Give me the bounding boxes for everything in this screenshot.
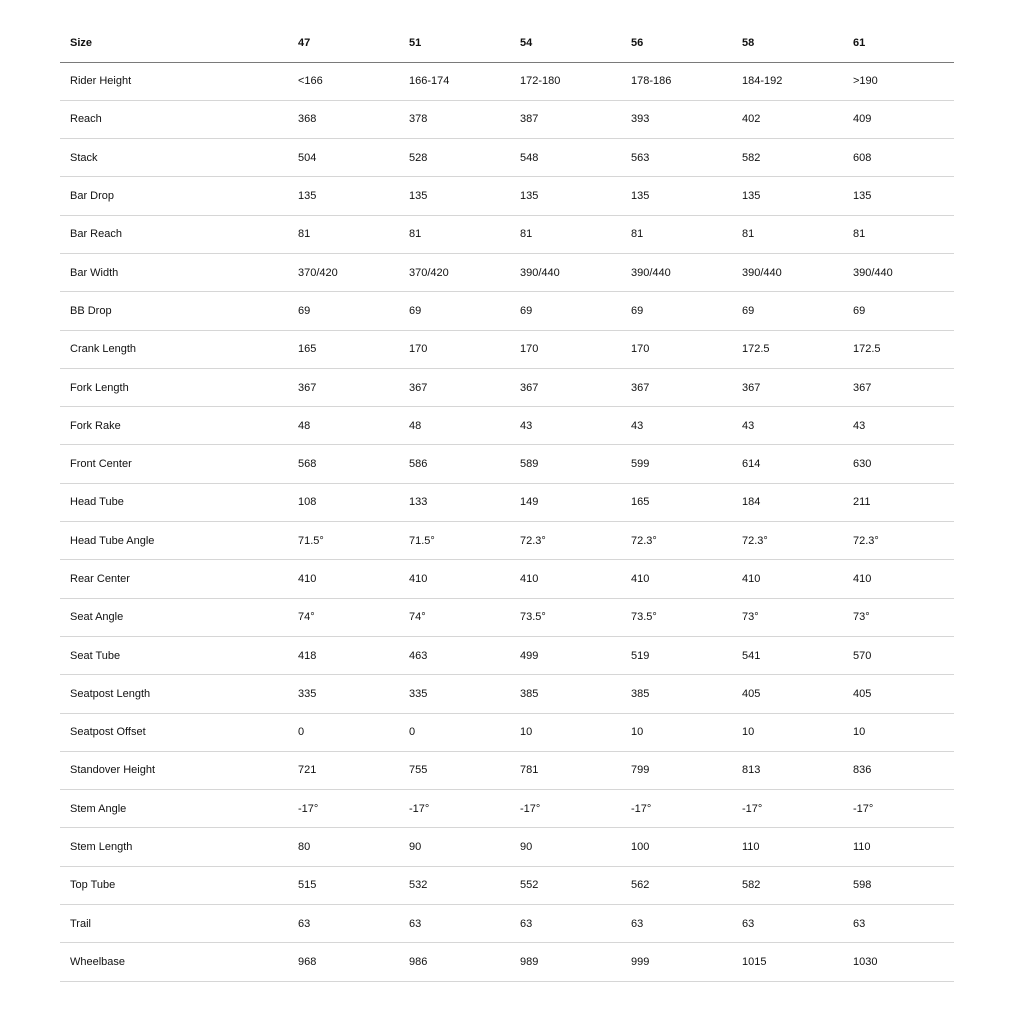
table-cell: -17° — [732, 790, 843, 828]
table-row — [60, 139, 954, 177]
table-cell: 599 — [621, 445, 732, 483]
table-cell: 582 — [732, 866, 843, 904]
table-cell: 108 — [288, 483, 399, 521]
table-cell: <166 — [288, 62, 399, 100]
table-cell: 598 — [843, 866, 954, 904]
row-label: Seat Angle — [60, 598, 288, 636]
table-cell: 390/440 — [621, 253, 732, 291]
table-row — [60, 675, 954, 713]
table-cell: 335 — [288, 675, 399, 713]
table-cell: 968 — [288, 943, 399, 981]
row-label: Seat Tube — [60, 636, 288, 674]
row-label: Fork Length — [60, 368, 288, 406]
table-cell: 10 — [621, 713, 732, 751]
table-row — [60, 368, 954, 406]
table-cell: 813 — [732, 751, 843, 789]
table-cell: 63 — [843, 905, 954, 943]
table-cell: 149 — [510, 483, 621, 521]
table-row — [60, 407, 954, 445]
table-cell: 552 — [510, 866, 621, 904]
table-row — [60, 215, 954, 253]
table-row — [60, 483, 954, 521]
table-row — [60, 866, 954, 904]
table-row — [60, 943, 954, 981]
row-label: Seatpost Length — [60, 675, 288, 713]
header-size-61: 61 — [843, 25, 954, 62]
table-cell: 73.5° — [510, 598, 621, 636]
table-cell: 135 — [510, 177, 621, 215]
table-cell: 48 — [399, 407, 510, 445]
table-cell: 72.3° — [732, 522, 843, 560]
header-size-54: 54 — [510, 25, 621, 62]
table-cell: 172-180 — [510, 62, 621, 100]
table-cell: 1030 — [843, 943, 954, 981]
table-row — [60, 100, 954, 138]
table-cell: 43 — [843, 407, 954, 445]
table-cell: 387 — [510, 100, 621, 138]
table-cell: 63 — [510, 905, 621, 943]
table-cell: 170 — [399, 330, 510, 368]
table-cell: -17° — [399, 790, 510, 828]
table-cell: 367 — [288, 368, 399, 406]
table-cell: 1015 — [732, 943, 843, 981]
table-cell: 0 — [399, 713, 510, 751]
table-cell: 335 — [399, 675, 510, 713]
row-label: Top Tube — [60, 866, 288, 904]
table-row — [60, 751, 954, 789]
table-cell: 519 — [621, 636, 732, 674]
header-size-51: 51 — [399, 25, 510, 62]
table-cell: 71.5° — [399, 522, 510, 560]
header-size-58: 58 — [732, 25, 843, 62]
table-cell: 10 — [732, 713, 843, 751]
table-cell: 43 — [732, 407, 843, 445]
table-cell: -17° — [621, 790, 732, 828]
table-cell: 80 — [288, 828, 399, 866]
table-cell: 74° — [288, 598, 399, 636]
table-cell: 69 — [510, 292, 621, 330]
table-cell: 135 — [843, 177, 954, 215]
row-label: Crank Length — [60, 330, 288, 368]
table-cell: 532 — [399, 866, 510, 904]
table-header — [60, 25, 954, 62]
table-cell: 69 — [843, 292, 954, 330]
table-cell: 999 — [621, 943, 732, 981]
table-row — [60, 445, 954, 483]
header-size-47: 47 — [288, 25, 399, 62]
table-cell: 367 — [621, 368, 732, 406]
row-label: Stem Angle — [60, 790, 288, 828]
table-cell: 589 — [510, 445, 621, 483]
table-row — [60, 713, 954, 751]
table-cell: -17° — [288, 790, 399, 828]
table-cell: 69 — [399, 292, 510, 330]
table-cell: 165 — [621, 483, 732, 521]
table-cell: 72.3° — [843, 522, 954, 560]
table-cell: 410 — [399, 560, 510, 598]
table-cell: 390/440 — [732, 253, 843, 291]
table-cell: 211 — [843, 483, 954, 521]
table-cell: 367 — [732, 368, 843, 406]
table-cell: 568 — [288, 445, 399, 483]
table-row — [60, 253, 954, 291]
row-label: Rider Height — [60, 62, 288, 100]
table-cell: 135 — [621, 177, 732, 215]
table-cell: >190 — [843, 62, 954, 100]
table-cell: 410 — [732, 560, 843, 598]
row-label: Front Center — [60, 445, 288, 483]
table-cell: 562 — [621, 866, 732, 904]
table-cell: 10 — [843, 713, 954, 751]
table-row — [60, 636, 954, 674]
table-cell: 135 — [732, 177, 843, 215]
row-label: Trail — [60, 905, 288, 943]
table-cell: 499 — [510, 636, 621, 674]
table-cell: 73.5° — [621, 598, 732, 636]
table-cell: 63 — [732, 905, 843, 943]
table-cell: 63 — [288, 905, 399, 943]
table-cell: -17° — [510, 790, 621, 828]
table-cell: 405 — [732, 675, 843, 713]
table-row — [60, 522, 954, 560]
row-label: Head Tube — [60, 483, 288, 521]
table-cell: 541 — [732, 636, 843, 674]
table-cell: 135 — [399, 177, 510, 215]
table-cell: 81 — [843, 215, 954, 253]
table-cell: 402 — [732, 100, 843, 138]
table-cell: 81 — [288, 215, 399, 253]
table-cell: 418 — [288, 636, 399, 674]
table-cell: 410 — [621, 560, 732, 598]
table-cell: 548 — [510, 139, 621, 177]
table-cell: 370/420 — [288, 253, 399, 291]
table-cell: 367 — [843, 368, 954, 406]
table-cell: 71.5° — [288, 522, 399, 560]
table-cell: 133 — [399, 483, 510, 521]
table-cell: 73° — [732, 598, 843, 636]
table-cell: 367 — [510, 368, 621, 406]
table-cell: 986 — [399, 943, 510, 981]
table-cell: 81 — [399, 215, 510, 253]
table-cell: 614 — [732, 445, 843, 483]
table-cell: 90 — [510, 828, 621, 866]
table-row — [60, 330, 954, 368]
table-cell: 63 — [621, 905, 732, 943]
table-cell: 410 — [288, 560, 399, 598]
row-label: Standover Height — [60, 751, 288, 789]
table-cell: 43 — [621, 407, 732, 445]
table-cell: 385 — [621, 675, 732, 713]
table-cell: 184 — [732, 483, 843, 521]
table-cell: -17° — [843, 790, 954, 828]
table-cell: 781 — [510, 751, 621, 789]
row-label: Stem Length — [60, 828, 288, 866]
table-cell: 110 — [732, 828, 843, 866]
table-cell: 799 — [621, 751, 732, 789]
table-cell: 81 — [732, 215, 843, 253]
table-cell: 48 — [288, 407, 399, 445]
table-cell: 515 — [288, 866, 399, 904]
table-cell: 184-192 — [732, 62, 843, 100]
table-cell: 390/440 — [843, 253, 954, 291]
table-cell: 170 — [621, 330, 732, 368]
table-cell: 81 — [510, 215, 621, 253]
table-cell: 81 — [621, 215, 732, 253]
table-cell: 570 — [843, 636, 954, 674]
header-size-56: 56 — [621, 25, 732, 62]
row-label: Fork Rake — [60, 407, 288, 445]
table-cell: 0 — [288, 713, 399, 751]
table-cell: 170 — [510, 330, 621, 368]
table-cell: 463 — [399, 636, 510, 674]
table-cell: 73° — [843, 598, 954, 636]
table-cell: 178-186 — [621, 62, 732, 100]
table-cell: 586 — [399, 445, 510, 483]
row-label: BB Drop — [60, 292, 288, 330]
table-cell: 410 — [843, 560, 954, 598]
table-cell: 608 — [843, 139, 954, 177]
table-cell: 90 — [399, 828, 510, 866]
table-cell: 755 — [399, 751, 510, 789]
table-cell: 10 — [510, 713, 621, 751]
table-cell: 166-174 — [399, 62, 510, 100]
table-cell: 405 — [843, 675, 954, 713]
table-row — [60, 598, 954, 636]
table-row — [60, 560, 954, 598]
table-cell: 528 — [399, 139, 510, 177]
table-cell: 69 — [288, 292, 399, 330]
table-row — [60, 177, 954, 215]
row-label: Head Tube Angle — [60, 522, 288, 560]
table-cell: 370/420 — [399, 253, 510, 291]
row-label: Rear Center — [60, 560, 288, 598]
header-size: Size — [60, 25, 288, 62]
table-cell: 409 — [843, 100, 954, 138]
table-cell: 393 — [621, 100, 732, 138]
table-cell: 69 — [621, 292, 732, 330]
table-cell: 504 — [288, 139, 399, 177]
table-cell: 368 — [288, 100, 399, 138]
table-cell: 390/440 — [510, 253, 621, 291]
table-cell: 165 — [288, 330, 399, 368]
table-row — [60, 62, 954, 100]
row-label: Bar Width — [60, 253, 288, 291]
table-body — [60, 62, 954, 981]
table-row — [60, 292, 954, 330]
table-cell: 172.5 — [843, 330, 954, 368]
row-label: Seatpost Offset — [60, 713, 288, 751]
table-cell: 100 — [621, 828, 732, 866]
table-cell: 378 — [399, 100, 510, 138]
row-label: Bar Drop — [60, 177, 288, 215]
table-cell: 582 — [732, 139, 843, 177]
geometry-table — [60, 25, 954, 982]
row-label: Bar Reach — [60, 215, 288, 253]
table-row — [60, 828, 954, 866]
header-row — [60, 25, 954, 62]
table-cell: 110 — [843, 828, 954, 866]
row-label: Wheelbase — [60, 943, 288, 981]
table-cell: 721 — [288, 751, 399, 789]
table-row — [60, 905, 954, 943]
table-cell: 72.3° — [621, 522, 732, 560]
table-cell: 836 — [843, 751, 954, 789]
row-label: Reach — [60, 100, 288, 138]
table-cell: 410 — [510, 560, 621, 598]
table-cell: 385 — [510, 675, 621, 713]
row-label: Stack — [60, 139, 288, 177]
table-cell: 69 — [732, 292, 843, 330]
table-cell: 172.5 — [732, 330, 843, 368]
table-cell: 135 — [288, 177, 399, 215]
table-cell: 989 — [510, 943, 621, 981]
table-cell: 63 — [399, 905, 510, 943]
table-cell: 367 — [399, 368, 510, 406]
table-row — [60, 790, 954, 828]
table-cell: 74° — [399, 598, 510, 636]
table-cell: 630 — [843, 445, 954, 483]
table-cell: 563 — [621, 139, 732, 177]
table-cell: 72.3° — [510, 522, 621, 560]
table-cell: 43 — [510, 407, 621, 445]
